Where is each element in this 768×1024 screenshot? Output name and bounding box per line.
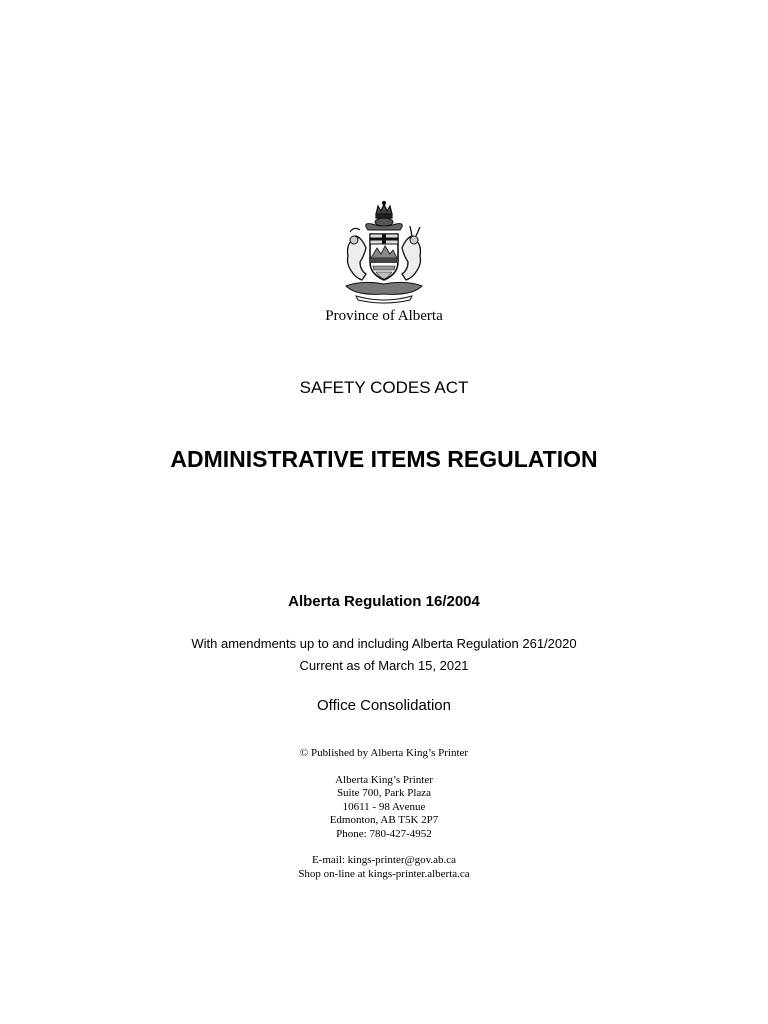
province-name: Province of Alberta — [325, 308, 443, 324]
address-line-2: 10611 - 98 Avenue — [342, 800, 426, 813]
publisher-block — [0, 747, 768, 881]
office-consolidation: Office Consolidation — [317, 697, 451, 714]
spacer — [0, 841, 768, 854]
amendments-line: With amendments up to and including Alberta Regulation 261/2020 — [191, 636, 577, 651]
publisher-name: Alberta King’s Printer — [335, 773, 433, 786]
email-line: E-mail: kings-printer@gov.ab.ca — [311, 854, 457, 866]
regulation-title: ADMINISTRATIVE ITEMS REGULATION — [170, 446, 598, 472]
shop-online-line: Shop on-line at kings-printer.alberta.ca — [298, 867, 470, 880]
act-name: SAFETY CODES ACT — [299, 378, 469, 397]
amendment-info — [0, 633, 768, 677]
address-line-3: Edmonton, AB T5K 2P7 — [329, 814, 439, 826]
copyright-line: © Published by Alberta King’s Printer — [299, 747, 469, 759]
alberta-coat-of-arms-icon — [332, 200, 436, 304]
regulation-number: Alberta Regulation 16/2004 — [288, 593, 480, 610]
spacer — [0, 761, 768, 774]
current-as-of-line: Current as of March 15, 2021 — [299, 658, 469, 673]
address-line-1: Suite 700, Park Plaza — [336, 787, 432, 799]
phone-line: Phone: 780-427-4952 — [336, 827, 432, 840]
